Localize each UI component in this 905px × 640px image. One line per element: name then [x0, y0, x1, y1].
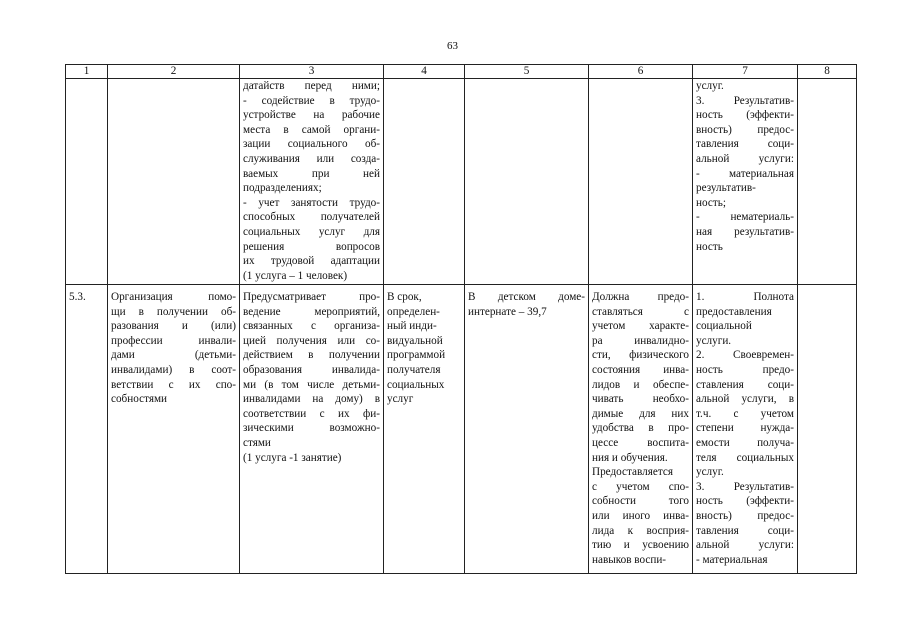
cell-text-line: дами (детьми-: [111, 349, 236, 362]
cell-text-line: социальной: [696, 320, 752, 333]
cell-text-line: чивать необхо-: [592, 393, 689, 406]
cell-text-line: программой: [387, 349, 446, 362]
header-cell: 8: [798, 65, 857, 79]
header-cell: 7: [693, 65, 798, 79]
cell-text-line: ность: [696, 240, 723, 253]
header-cell: 4: [384, 65, 465, 79]
cell-text-line: ра инвалидно-: [592, 334, 689, 347]
cell-service-name: [108, 285, 240, 574]
cell-text-line: тавления соци-: [696, 524, 794, 537]
cell-text-line: профессии инвали-: [111, 334, 236, 347]
cell-text-line: датайств перед ними;: [243, 80, 380, 92]
cell-text-line: собности того: [592, 495, 689, 508]
cell-text-line: альной услуги:: [696, 539, 794, 552]
cell-text-line: ная результатив-: [696, 225, 794, 238]
cell-text-line: места в самой органи-: [243, 123, 380, 136]
cell-text-line: ность (эффекти-: [696, 495, 794, 508]
cell-text-line: предоставления: [696, 305, 772, 318]
table-cell: [798, 79, 857, 285]
cell-text-line: Предусматривает про-: [243, 291, 380, 303]
cell-text-line: лидов и обеспе-: [592, 378, 689, 391]
page-number: 63: [447, 40, 458, 52]
cell-service-description: [240, 79, 384, 285]
cell-text-line: ветствии с их спо-: [111, 378, 236, 391]
cell-text-line: соответствии с их фи-: [243, 407, 380, 420]
cell-text-line: образования инвалида-: [243, 363, 380, 376]
cell-service-term: [384, 285, 465, 574]
cell-text-line: т.ч. с учетом: [696, 407, 794, 420]
cell-text-line: или иного инва-: [592, 509, 689, 522]
cell-text-line: (1 услуга -1 занятие): [243, 451, 342, 464]
table-cell: [66, 79, 108, 285]
cell-text-line: их трудовой адаптации: [243, 255, 380, 268]
cell-text-line: определен-: [387, 305, 440, 318]
cell-text-line: услуг.: [696, 466, 724, 479]
header-row: [66, 65, 857, 79]
table-cell: [465, 79, 589, 285]
cell-text-line: удобства в про-: [592, 422, 689, 435]
cell-text-line: цессе воспита-: [592, 436, 689, 449]
cell-text-line: - содействие в трудо-: [243, 94, 380, 107]
cell-text-line: устройстве на рабочие: [243, 109, 380, 122]
cell-text-line: 2. Своевремен-: [696, 349, 794, 362]
cell-text-line: В детском доме-: [468, 291, 585, 303]
cell-text-line: цией получения или со-: [243, 334, 380, 347]
cell-text-line: получателя: [387, 363, 441, 376]
cell-text-line: степени нужда-: [696, 422, 794, 435]
cell-quality-indicators: [693, 79, 798, 285]
cell-text-line: ность (эффекти-: [696, 109, 794, 122]
header-cell: 5: [465, 65, 589, 79]
cell-text-line: Должна предо-: [592, 291, 689, 303]
cell-text-line: социальных услуг для: [243, 225, 380, 238]
cell-text-line: разования и (или): [111, 320, 236, 333]
header-cell: 2: [108, 65, 240, 79]
cell-text-line: инвалидами на дому) в: [243, 393, 380, 406]
cell-text-line: результатив-: [696, 182, 756, 195]
cell-text-line: интернате – 39,7: [468, 305, 547, 318]
cell-quality-indicators: [693, 285, 798, 574]
cell-text-line: способных получателей: [243, 211, 380, 224]
cell-text-line: теля социальных: [696, 451, 794, 464]
table-row: [66, 79, 857, 285]
header-cell: 1: [66, 65, 108, 79]
cell-text-line: ния и обучения.: [592, 451, 668, 464]
cell-text-line: ставляться с: [592, 305, 689, 318]
cell-text-line: тавления соци-: [696, 138, 794, 151]
cell-text-line: социальных: [387, 378, 445, 391]
cell-text-line: (1 услуга – 1 человек): [243, 269, 348, 282]
cell-item-number: 5.3.: [66, 285, 108, 574]
cell-text-line: учетом характе-: [592, 320, 689, 333]
cell-text-line: инвалидами) в соот-: [111, 363, 236, 376]
cell-text-line: стями: [243, 436, 271, 449]
cell-text-line: услуг.: [696, 80, 724, 92]
cell-service-conditions: [589, 285, 693, 574]
cell-text-line: 3. Результатив-: [696, 94, 794, 107]
cell-text-line: ведение мероприятий,: [243, 305, 380, 318]
cell-text-line: зации социального об-: [243, 138, 380, 151]
cell-text-line: 3. Результатив-: [696, 480, 794, 493]
cell-text-line: навыков воспи-: [592, 553, 667, 566]
cell-text-line: вность) предос-: [696, 123, 794, 136]
cell-text-line: ми (в том числе детьми-: [243, 378, 380, 391]
cell-text-line: собностями: [111, 393, 168, 406]
cell-text-line: ваемых при ней: [243, 167, 380, 180]
cell-text-line: - учет занятости трудо-: [243, 196, 380, 209]
cell-text-line: услуги.: [696, 334, 732, 347]
cell-text-line: димые для них: [592, 407, 689, 420]
cell-text-line: щи в получении об-: [111, 305, 236, 318]
cell-text-line: ность предо-: [696, 363, 794, 376]
cell-text-line: действием в получении: [243, 349, 380, 362]
table-row: [66, 285, 857, 574]
cell-service-rate: [465, 285, 589, 574]
services-table: [65, 64, 857, 574]
table-cell: [798, 285, 857, 574]
cell-text-line: ный инди-: [387, 320, 437, 333]
cell-text-line: - материальная: [696, 167, 794, 180]
cell-text-line: емости получа-: [696, 436, 794, 449]
table-cell: [589, 79, 693, 285]
cell-text-line: тию и усвоению: [592, 539, 689, 552]
cell-text-line: - материальная: [696, 553, 768, 566]
table-cell: [108, 79, 240, 285]
cell-text-line: ность;: [696, 196, 726, 209]
cell-text-line: ставления соци-: [696, 378, 794, 391]
cell-text-line: состояния инва-: [592, 363, 689, 376]
table-cell: [384, 79, 465, 285]
cell-text-line: видуальной: [387, 334, 443, 347]
cell-text-line: подразделениях;: [243, 182, 322, 195]
cell-text-line: связанных с организа-: [243, 320, 380, 333]
cell-text-line: услуг: [387, 393, 414, 406]
cell-text-line: служивания или созда-: [243, 152, 380, 165]
cell-text-line: вность) предос-: [696, 509, 794, 522]
cell-text-line: лида к восприя-: [592, 524, 689, 537]
cell-text-line: Организация помо-: [111, 291, 236, 303]
cell-text-line: с учетом спо-: [592, 480, 689, 493]
header-cell: 6: [589, 65, 693, 79]
header-cell: 3: [240, 65, 384, 79]
cell-service-description: [240, 285, 384, 574]
cell-text-line: альной услуги:: [696, 152, 794, 165]
cell-text-line: решения вопросов: [243, 240, 380, 253]
cell-text-line: 1. Полнота: [696, 291, 794, 303]
cell-text-line: альной услуги, в: [696, 393, 794, 406]
cell-text-line: зическими возможно-: [243, 422, 380, 435]
cell-text-line: сти, физического: [592, 349, 689, 362]
cell-text-line: В срок,: [387, 291, 422, 303]
cell-text-line: - нематериаль-: [696, 211, 794, 224]
cell-text-line: Предоставляется: [592, 466, 673, 479]
